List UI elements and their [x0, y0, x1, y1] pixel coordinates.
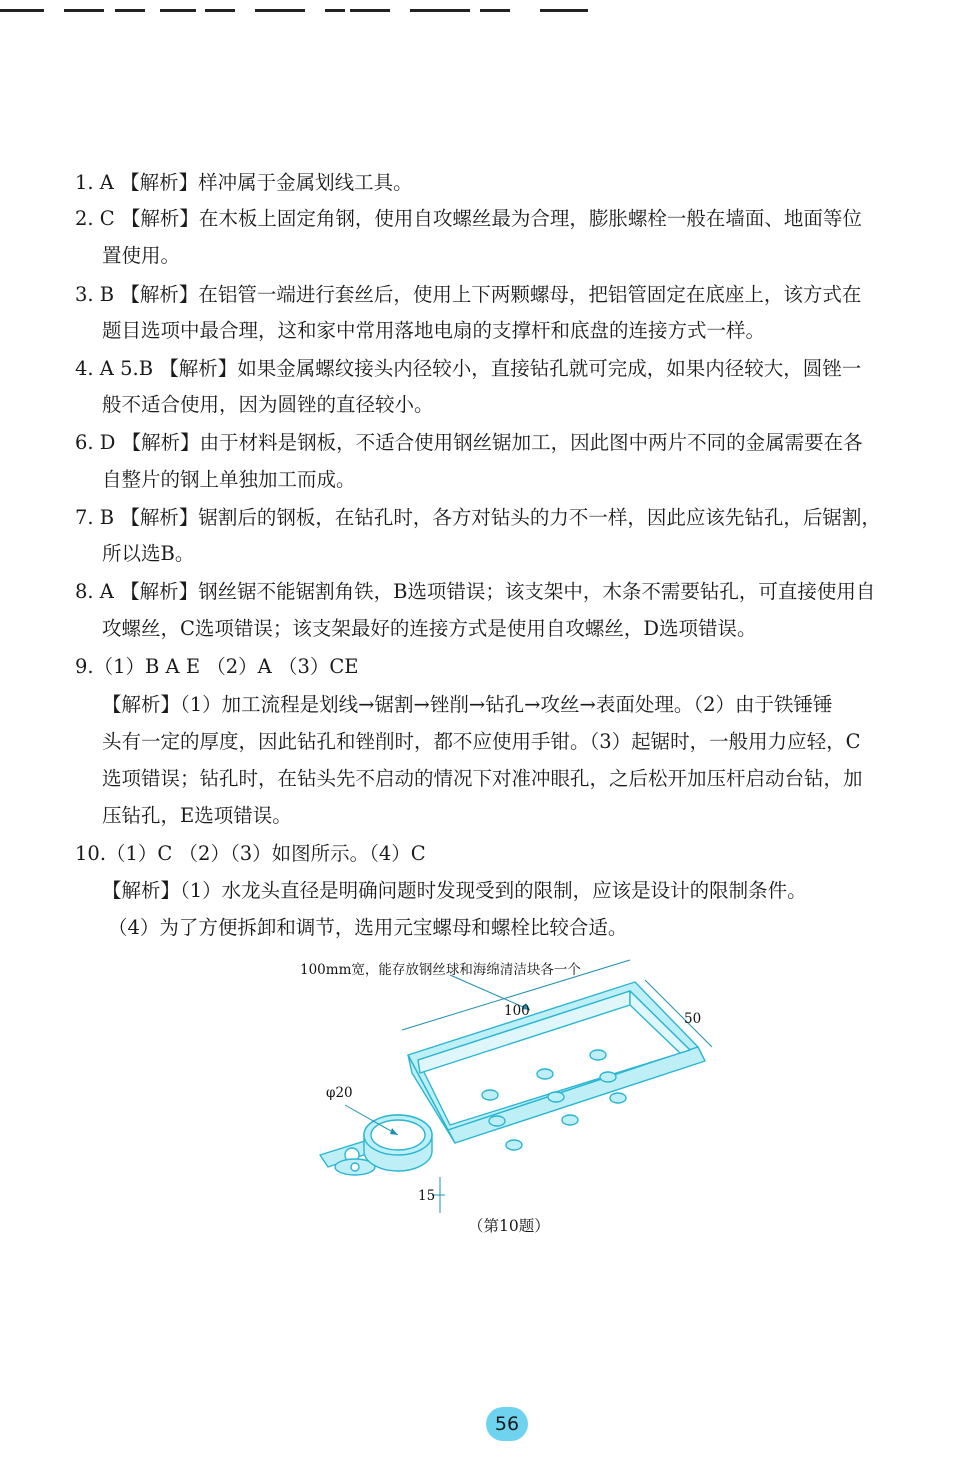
- tray-drawing: [300, 955, 720, 1245]
- answer-6: 6. D 【解析】由于材料是钢板，不适合使用钢丝锯加工，因此图中两片不同的金属需要在各: [75, 431, 863, 454]
- answer-10: 10.（1）C （2）（3）如图所示。（4）C: [75, 842, 426, 865]
- tray-note: 100mm宽，能存放钢丝球和海绵清洁块各一个: [300, 962, 581, 978]
- length-dimension: 100: [504, 1003, 530, 1019]
- answer-8: 8. A 【解析】钢丝锯不能锯割角铁，B选项错误；该支架中，木条不需要钻孔，可直接使用自: [75, 580, 876, 603]
- answer-2-cont: 置使用。: [102, 244, 181, 267]
- height-dimension: 15: [418, 1188, 436, 1204]
- answer-9-analysis: 【解析】（1）加工流程是划线→锯割→锉削→钻孔→攻丝→表面处理。（2）由于铁锤锤: [102, 693, 833, 716]
- answer-9-analysis-cont2: 选项错误；钻孔时，在钻头先不启动的情况下对准冲眼孔，之后松开加压杆启动台钻，加: [102, 767, 863, 790]
- answer-3-cont: 题目选项中最合理，这和家中常用落地电扇的支撑杆和底盘的连接方式一样。: [102, 319, 766, 342]
- answer-1: 1. A 【解析】样冲属于金属划线工具。: [75, 171, 413, 194]
- figure-caption: （第10题）: [468, 1217, 550, 1235]
- answer-4-5-cont: 般不适合使用，因为圆锉的直径较小。: [102, 393, 434, 416]
- answer-9-analysis-cont1: 头有一定的厚度，因此钻孔和锉削时，都不应使用手钳。（3）起锯时，一般用力应轻，C: [102, 730, 861, 753]
- answer-10-analysis: 【解析】（1）水龙头直径是明确问题时发现受到的限制，应该是设计的限制条件。: [102, 879, 807, 902]
- answer-6-cont: 自整片的钢上单独加工而成。: [102, 468, 356, 491]
- page-number: 56: [494, 1413, 520, 1435]
- answer-10-analysis-cont: （4）为了方便拆卸和调节，选用元宝螺母和螺栓比较合适。: [108, 916, 628, 939]
- answer-9: 9.（1）B A E （2）A （3）CE: [75, 655, 359, 678]
- answer-9-analysis-cont3: 压钻孔，E选项错误。: [102, 804, 292, 827]
- tray-illustration: [300, 955, 720, 1245]
- answer-7-cont: 所以选B。: [102, 542, 195, 565]
- answer-7: 7. B 【解析】锯割后的钢板，在钻孔时，各方对钻头的力不一样，因此应该先钻孔，后锯割，: [75, 506, 881, 529]
- page-number-badge: [486, 1407, 528, 1441]
- answer-4-5: 4. A 5.B 【解析】如果金属螺纹接头内径较小，直接钻孔就可完成，如果内径较大，圆锉一: [75, 357, 862, 380]
- ring-diameter-dimension: φ20: [326, 1085, 353, 1101]
- top-crop-marks: [0, 6, 600, 16]
- answer-8-cont: 攻螺丝，C选项错误；该支架最好的连接方式是使用自攻螺丝，D选项错误。: [102, 617, 757, 640]
- answer-2: 2. C 【解析】在木板上固定角钢，使用自攻螺丝最为合理，膨胀螺栓一般在墙面、地面等位: [75, 207, 862, 230]
- answer-3: 3. B 【解析】在铝管一端进行套丝后，使用上下两颗螺母，把铝管固定在底座上，该方式在: [75, 283, 862, 306]
- depth-dimension: 50: [684, 1011, 702, 1027]
